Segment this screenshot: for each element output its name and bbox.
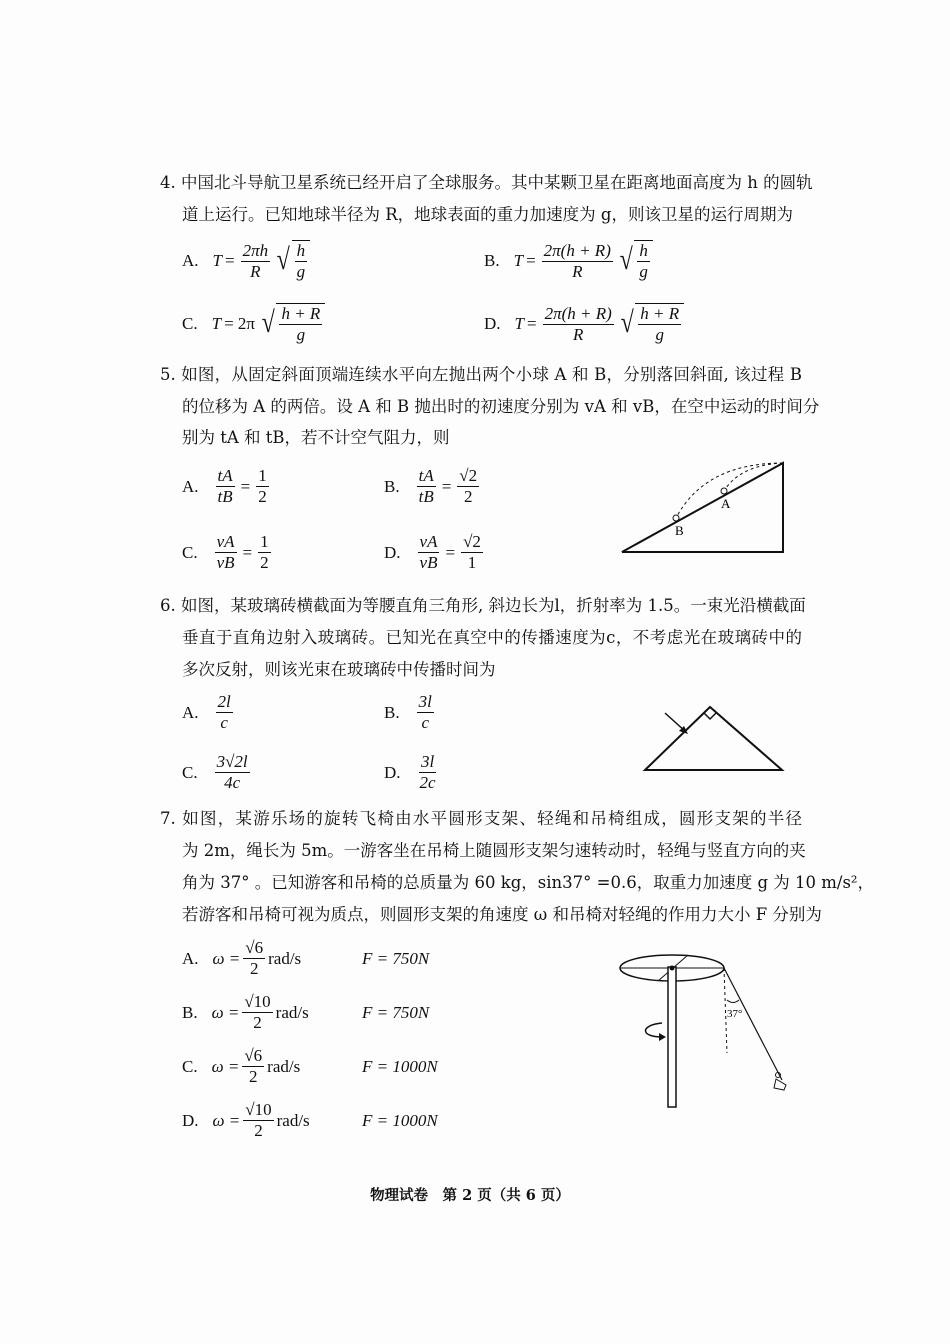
unit: rad/s	[276, 1110, 310, 1130]
lhs: T	[514, 314, 524, 333]
q4-option-c	[182, 303, 325, 345]
unit: rad/s	[268, 948, 302, 968]
q6-option-a	[182, 692, 236, 733]
omega-lhs: ω =	[212, 948, 241, 968]
numerator: √2	[463, 532, 481, 551]
ball-a	[721, 488, 727, 494]
numerator: 2π(h + R)	[543, 240, 611, 260]
pivot	[670, 966, 675, 971]
option-label: B.	[384, 702, 400, 722]
q6-stem-line-3: 多次反射，则该光束在玻璃砖中传播时间为	[182, 660, 496, 679]
unit: rad/s	[267, 1056, 301, 1076]
force-value: F = 1000N	[362, 1056, 438, 1076]
square-root: √ $\frac{h + R}{g}$	[619, 303, 684, 345]
radicand-denominator: g	[639, 262, 648, 281]
numerator: 2π(h + R)	[544, 303, 612, 323]
fraction	[216, 692, 233, 733]
fraction	[242, 992, 272, 1033]
q7-option-d	[182, 1100, 438, 1141]
fraction	[418, 532, 440, 573]
fraction	[215, 752, 250, 793]
option-label: B.	[182, 1002, 198, 1022]
denominator: tB	[418, 487, 434, 506]
q5-stem-line-2: 的位移为 A 的两倍。设 A 和 B 抛出时的初速度分别为 vA 和 vB，在空中运动的时间分	[182, 397, 820, 416]
q4-stem-line-1: 4. 中国北斗导航卫星系统已经开启了全球服务。其中某颗卫星在距离地面高度为 h 的圆轨	[160, 173, 813, 192]
radicand-numerator: h + R	[281, 304, 321, 323]
numerator: 1	[258, 466, 267, 485]
denominator: 2	[253, 1013, 262, 1032]
denominator: R	[572, 261, 583, 281]
lhs: T	[212, 251, 222, 270]
lhs: T	[513, 251, 524, 270]
force-value: F = 750N	[362, 948, 430, 968]
fraction	[417, 466, 436, 507]
radicand-denominator: g	[296, 325, 306, 344]
radicand-numerator: h	[639, 241, 648, 260]
denominator: 1	[467, 553, 477, 572]
numerator: √10	[244, 992, 271, 1011]
option-label: C.	[182, 762, 198, 782]
option-label: A.	[182, 251, 199, 270]
numerator: √6	[244, 1046, 263, 1065]
denominator: vB	[216, 553, 235, 572]
denominator: tB	[217, 487, 233, 506]
q6-option-b	[384, 692, 437, 733]
numerator: 1	[260, 532, 269, 551]
omega-lhs: ω =	[212, 1110, 241, 1130]
lhs: T	[211, 314, 222, 333]
q6-stem-line-2: 垂直于直角边射入玻璃砖。已知光在真空中的传播速度为c，不考虑光在玻璃砖中的	[182, 628, 802, 647]
numerator: 2πh	[242, 240, 269, 260]
square-root: √ $\frac{h}{g}$	[618, 240, 653, 282]
denominator: R	[250, 261, 261, 281]
q7-option-c	[182, 1046, 438, 1087]
option-label: A.	[182, 702, 199, 722]
numerator: tA	[418, 466, 434, 485]
fraction	[242, 1046, 264, 1087]
denominator: 2	[249, 1067, 258, 1086]
numerator: 3l	[418, 692, 432, 711]
q7-swing-ride-figure	[610, 945, 800, 1115]
fraction	[243, 1100, 273, 1141]
equals: =	[526, 251, 536, 270]
denominator: 4c	[224, 773, 241, 792]
fraction	[542, 241, 613, 282]
omega-lhs: ω =	[211, 1056, 240, 1076]
denominator: R	[573, 324, 584, 344]
square-root: √ $\frac{h}{g}$	[275, 240, 310, 282]
page-footer: 物理试卷 第 2 页（共 6 页）	[370, 1187, 570, 1204]
omega-lhs: ω =	[211, 1002, 240, 1022]
option-label: A.	[182, 948, 199, 968]
option-label: B.	[484, 251, 500, 270]
equals: = 2π	[224, 314, 255, 333]
square-root: √ $\frac{h + R}{g}$	[260, 303, 325, 345]
option-label: D.	[484, 314, 501, 333]
fraction	[215, 532, 237, 573]
q6-stem-line-1: 6. 如图，某玻璃砖横截面为等腰直角三角形, 斜边长为l，折射率为 1.5。一束光沿横截面	[160, 596, 806, 615]
incline-triangle	[622, 463, 783, 552]
q5-option-b: B. $\frac{tA}{tB}$ = $\frac{√2}{2}$	[384, 466, 478, 506]
denominator: 2	[249, 959, 259, 978]
option-label: D.	[182, 1110, 199, 1130]
fraction	[457, 466, 479, 507]
denominator: 2	[260, 553, 269, 572]
force-value: F = 750N	[362, 1002, 430, 1022]
fraction	[258, 532, 271, 573]
q7-option-b	[182, 992, 430, 1033]
radicand-denominator: g	[655, 325, 664, 344]
radicand-numerator: h	[296, 241, 306, 260]
fraction	[543, 304, 614, 345]
q4-option-a	[182, 240, 310, 282]
denominator: 2c	[419, 773, 436, 792]
radicand-numerator: h + R	[640, 304, 680, 323]
q5-option-d: D. $\frac{vA}{vB}$ = $\frac{√2}{1}$	[384, 532, 481, 572]
label-a: A	[721, 496, 731, 511]
q7-option-a	[182, 938, 430, 979]
numerator: tA	[217, 466, 233, 485]
q5-option-a: A. $\frac{tA}{tB}$ = $\frac{1}{2}$	[182, 466, 267, 506]
chair-icon	[774, 1079, 786, 1090]
fraction	[256, 466, 269, 507]
force-value: F = 1000N	[362, 1110, 438, 1130]
numerator: √6	[245, 938, 264, 957]
numerator: √2	[459, 466, 478, 485]
denominator: 2	[254, 1121, 263, 1140]
numerator: vA	[216, 532, 235, 551]
central-pole	[668, 967, 676, 1107]
fraction	[243, 938, 265, 979]
q4-option-b	[484, 240, 653, 282]
option-label: D.	[384, 542, 401, 562]
equals: =	[225, 251, 235, 270]
right-angle-mark	[704, 713, 716, 719]
fraction	[241, 241, 271, 282]
denominator: 2	[258, 487, 267, 506]
q7-stem-line-2: 为 2m，绳长为 5m。一游客坐在吊椅上随圆形支架匀速转动时，轻绳与竖直方向的夹	[182, 841, 806, 860]
numerator: vA	[419, 532, 438, 551]
option-label: A.	[182, 476, 199, 496]
angle-arc	[727, 1000, 739, 1003]
arrowhead	[659, 1033, 666, 1041]
option-label: C.	[182, 1056, 198, 1076]
q6-option-d	[384, 752, 441, 793]
option-label: B.	[384, 476, 400, 496]
q4-option-d	[484, 303, 684, 345]
option-label: C.	[182, 314, 198, 333]
q7-stem-line-4: 若游客和吊椅可视为质点，则圆形支架的角速度 ω 和吊椅对轻绳的作用力大小 F 分别为	[182, 905, 822, 924]
q5-incline-figure	[610, 455, 795, 565]
option-label: D.	[384, 762, 401, 782]
denominator: c	[220, 713, 228, 732]
numerator: 3l	[420, 752, 435, 771]
fraction	[461, 532, 483, 573]
denominator: vB	[419, 553, 438, 572]
q6-prism-figure	[635, 695, 790, 780]
q5-stem-line-1: 5. 如图，从固定斜面顶端连续水平向左抛出两个小球 A 和 B，分别落回斜面, 该过程 B	[160, 365, 802, 384]
q5-stem-line-3: 别为 tA 和 tB，若不计空气阻力，则	[182, 428, 450, 447]
label-b: B	[675, 523, 684, 538]
equals: =	[527, 314, 537, 333]
numerator: 3√2l	[216, 752, 248, 771]
numerator: 2l	[217, 692, 231, 711]
fraction	[417, 692, 434, 733]
fraction	[216, 466, 235, 507]
option-label: C.	[182, 542, 198, 562]
denominator: 2	[463, 487, 473, 506]
numerator: √10	[245, 1100, 272, 1119]
angle-label: 37°	[727, 1008, 743, 1020]
unit: rad/s	[275, 1002, 309, 1022]
fraction	[418, 752, 438, 793]
q7-stem-line-3: 角为 37° 。已知游客和吊椅的总质量为 60 kg，sin37° =0.6，取重力加速度 g 为 10 m/s²，	[182, 873, 875, 892]
denominator: c	[421, 713, 429, 732]
rope	[724, 968, 782, 1080]
q4-stem-line-2: 道上运行。已知地球半径为 R，地球表面的重力加速度为 g，则该卫星的运行周期为	[182, 205, 793, 224]
ball-b	[673, 515, 679, 521]
q7-stem-line-1: 7. 如图，某游乐场的旋转飞椅由水平圆形支架、轻绳和吊椅组成，圆形支架的半径	[160, 809, 802, 828]
q6-option-c	[182, 752, 253, 793]
radicand-denominator: g	[296, 262, 306, 281]
q5-option-c: C. $\frac{vA}{vB}$ = $\frac{1}{2}$	[182, 532, 269, 572]
